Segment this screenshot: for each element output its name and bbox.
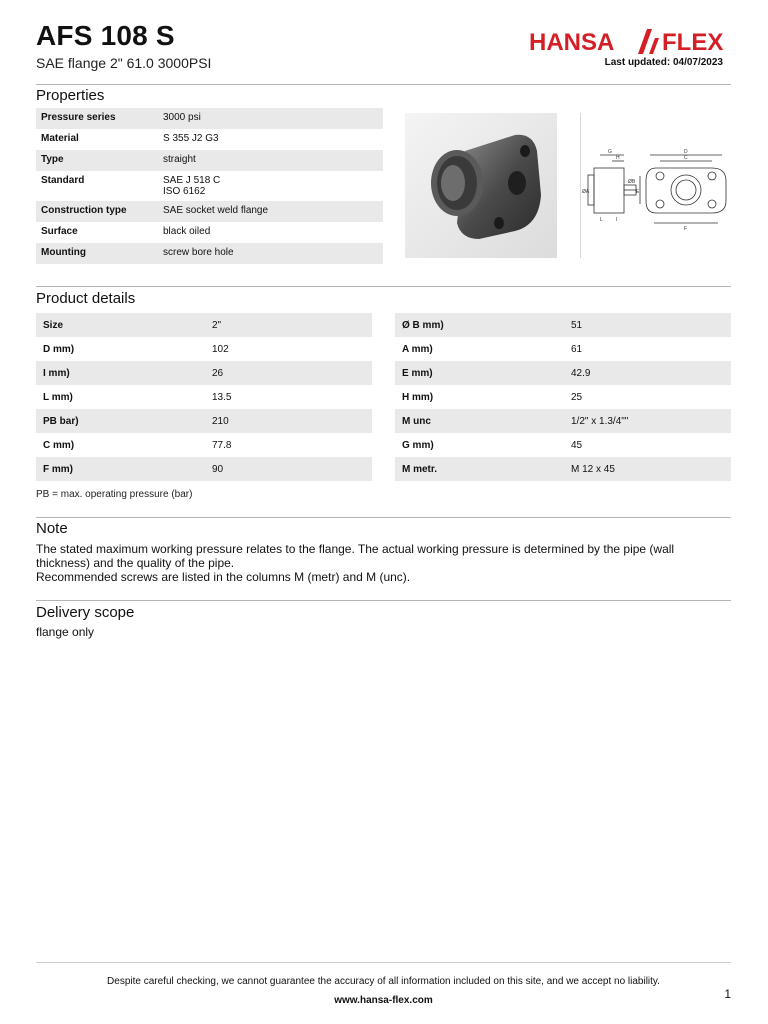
row-label: Surface bbox=[41, 226, 78, 237]
row-value: SAE J 518 C ISO 6162 bbox=[163, 175, 221, 197]
technical-drawing bbox=[580, 113, 731, 258]
logo-text-right: FLEX bbox=[662, 29, 724, 54]
note-line-2: Recommended screws are listed in the columns M (metr) and M (unc). bbox=[36, 570, 411, 584]
label-l: L bbox=[600, 217, 603, 223]
product-details-heading: Product details bbox=[36, 290, 136, 307]
detail-row bbox=[36, 361, 372, 385]
row-label: Ø B mm) bbox=[395, 313, 564, 337]
note-heading: Note bbox=[36, 520, 68, 537]
detail-row bbox=[395, 337, 731, 361]
footer-divider bbox=[36, 962, 731, 963]
detail-row bbox=[36, 337, 372, 361]
row-value: 102 bbox=[212, 343, 229, 355]
row-value: 25 bbox=[571, 391, 583, 403]
product-photo bbox=[405, 113, 557, 258]
property-row bbox=[36, 201, 383, 222]
row-value: 90 bbox=[205, 457, 372, 481]
row-label: C mm) bbox=[43, 439, 75, 451]
row-label: Size bbox=[36, 313, 205, 337]
row-value: 210 bbox=[205, 409, 372, 433]
row-value: 42.9 bbox=[564, 361, 731, 385]
label-e: E bbox=[636, 189, 640, 195]
properties-table bbox=[36, 108, 383, 264]
divider bbox=[36, 517, 731, 518]
logo-slash-mark bbox=[638, 29, 659, 54]
label-f: F bbox=[684, 226, 688, 232]
note-line-1: The stated maximum working pressure relates to the flange. The actual working pressure is determined by the pipe (wall thickness) and the quality of the pipe. bbox=[36, 542, 675, 570]
footer-website-link[interactable]: www.hansa-flex.com bbox=[334, 995, 433, 1006]
row-label: A mm) bbox=[402, 343, 433, 355]
row-value: 1/2" x 1.3/4"" bbox=[564, 409, 731, 433]
row-value: S 355 J2 G3 bbox=[163, 133, 219, 144]
row-label: Construction type bbox=[36, 201, 158, 222]
detail-row bbox=[36, 433, 372, 457]
row-value: screw bore hole bbox=[158, 243, 383, 264]
detail-row bbox=[395, 433, 731, 457]
label-g: G bbox=[608, 149, 612, 155]
row-label: E mm) bbox=[395, 361, 564, 385]
row-label: M metr. bbox=[395, 457, 564, 481]
divider bbox=[36, 84, 731, 85]
logo-text-left: HANSA bbox=[529, 29, 615, 54]
row-value: black oiled bbox=[163, 226, 211, 237]
row-label: I mm) bbox=[36, 361, 205, 385]
row-label: D mm) bbox=[43, 343, 75, 355]
row-label: Pressure series bbox=[36, 108, 158, 129]
row-label: H mm) bbox=[402, 391, 434, 403]
pressure-footnote: PB = max. operating pressure (bar) bbox=[36, 489, 193, 500]
row-value: 61 bbox=[571, 343, 583, 355]
row-value: SAE socket weld flange bbox=[158, 201, 383, 222]
properties-heading: Properties bbox=[36, 87, 105, 104]
detail-row bbox=[36, 457, 372, 481]
row-label: PB bar) bbox=[36, 409, 205, 433]
label-h: H bbox=[616, 155, 620, 161]
divider bbox=[36, 286, 731, 287]
property-row bbox=[36, 108, 383, 129]
detail-row bbox=[36, 409, 372, 433]
label-ob: ØB bbox=[628, 179, 636, 185]
row-label: G mm) bbox=[402, 439, 434, 451]
row-value: 3000 psi bbox=[158, 108, 383, 129]
detail-row bbox=[395, 313, 731, 337]
property-row bbox=[36, 129, 383, 150]
datasheet-page bbox=[36, 0, 731, 1024]
label-i: I bbox=[616, 217, 618, 223]
footer-disclaimer: Despite careful checking, we cannot guarantee the accuracy of all information included on this site, and we accept no liability. bbox=[107, 976, 660, 987]
row-label: Mounting bbox=[36, 243, 158, 264]
product-details-table-right bbox=[395, 313, 731, 481]
row-value: 2" bbox=[205, 313, 372, 337]
row-value: 51 bbox=[564, 313, 731, 337]
row-label: L mm) bbox=[43, 391, 73, 403]
detail-row bbox=[395, 361, 731, 385]
delivery-scope-heading: Delivery scope bbox=[36, 604, 135, 621]
delivery-scope-text: flange only bbox=[36, 625, 95, 639]
divider bbox=[36, 600, 731, 601]
row-value: M 12 x 45 bbox=[564, 457, 731, 481]
property-row bbox=[36, 171, 383, 201]
detail-row bbox=[36, 313, 372, 337]
product-title: AFS 108 S bbox=[36, 20, 175, 51]
page-number: 1 bbox=[724, 987, 731, 1001]
label-c: C bbox=[684, 155, 688, 161]
row-value: 13.5 bbox=[212, 391, 232, 403]
row-label: Standard bbox=[41, 175, 85, 186]
detail-row bbox=[395, 409, 731, 433]
label-d: D bbox=[684, 149, 688, 155]
note-text bbox=[36, 542, 726, 584]
property-row bbox=[36, 150, 383, 171]
product-details-table-left bbox=[36, 313, 372, 481]
row-label: M unc bbox=[395, 409, 564, 433]
product-subtitle: SAE flange 2" 61.0 3000PSI bbox=[36, 55, 212, 71]
last-updated: Last updated: 04/07/2023 bbox=[604, 57, 723, 68]
detail-row bbox=[395, 457, 731, 481]
row-label: F mm) bbox=[36, 457, 205, 481]
row-label: Type bbox=[36, 150, 158, 171]
hansa-flex-logo bbox=[529, 28, 731, 54]
property-row bbox=[36, 243, 383, 264]
label-oa: ØA bbox=[582, 189, 590, 195]
property-row bbox=[36, 222, 383, 243]
detail-row bbox=[36, 385, 372, 409]
detail-row bbox=[395, 385, 731, 409]
row-value: 45 bbox=[571, 439, 583, 451]
row-value: 77.8 bbox=[212, 439, 232, 451]
row-value: 26 bbox=[205, 361, 372, 385]
row-label: Material bbox=[41, 133, 79, 144]
row-value: straight bbox=[158, 150, 383, 171]
